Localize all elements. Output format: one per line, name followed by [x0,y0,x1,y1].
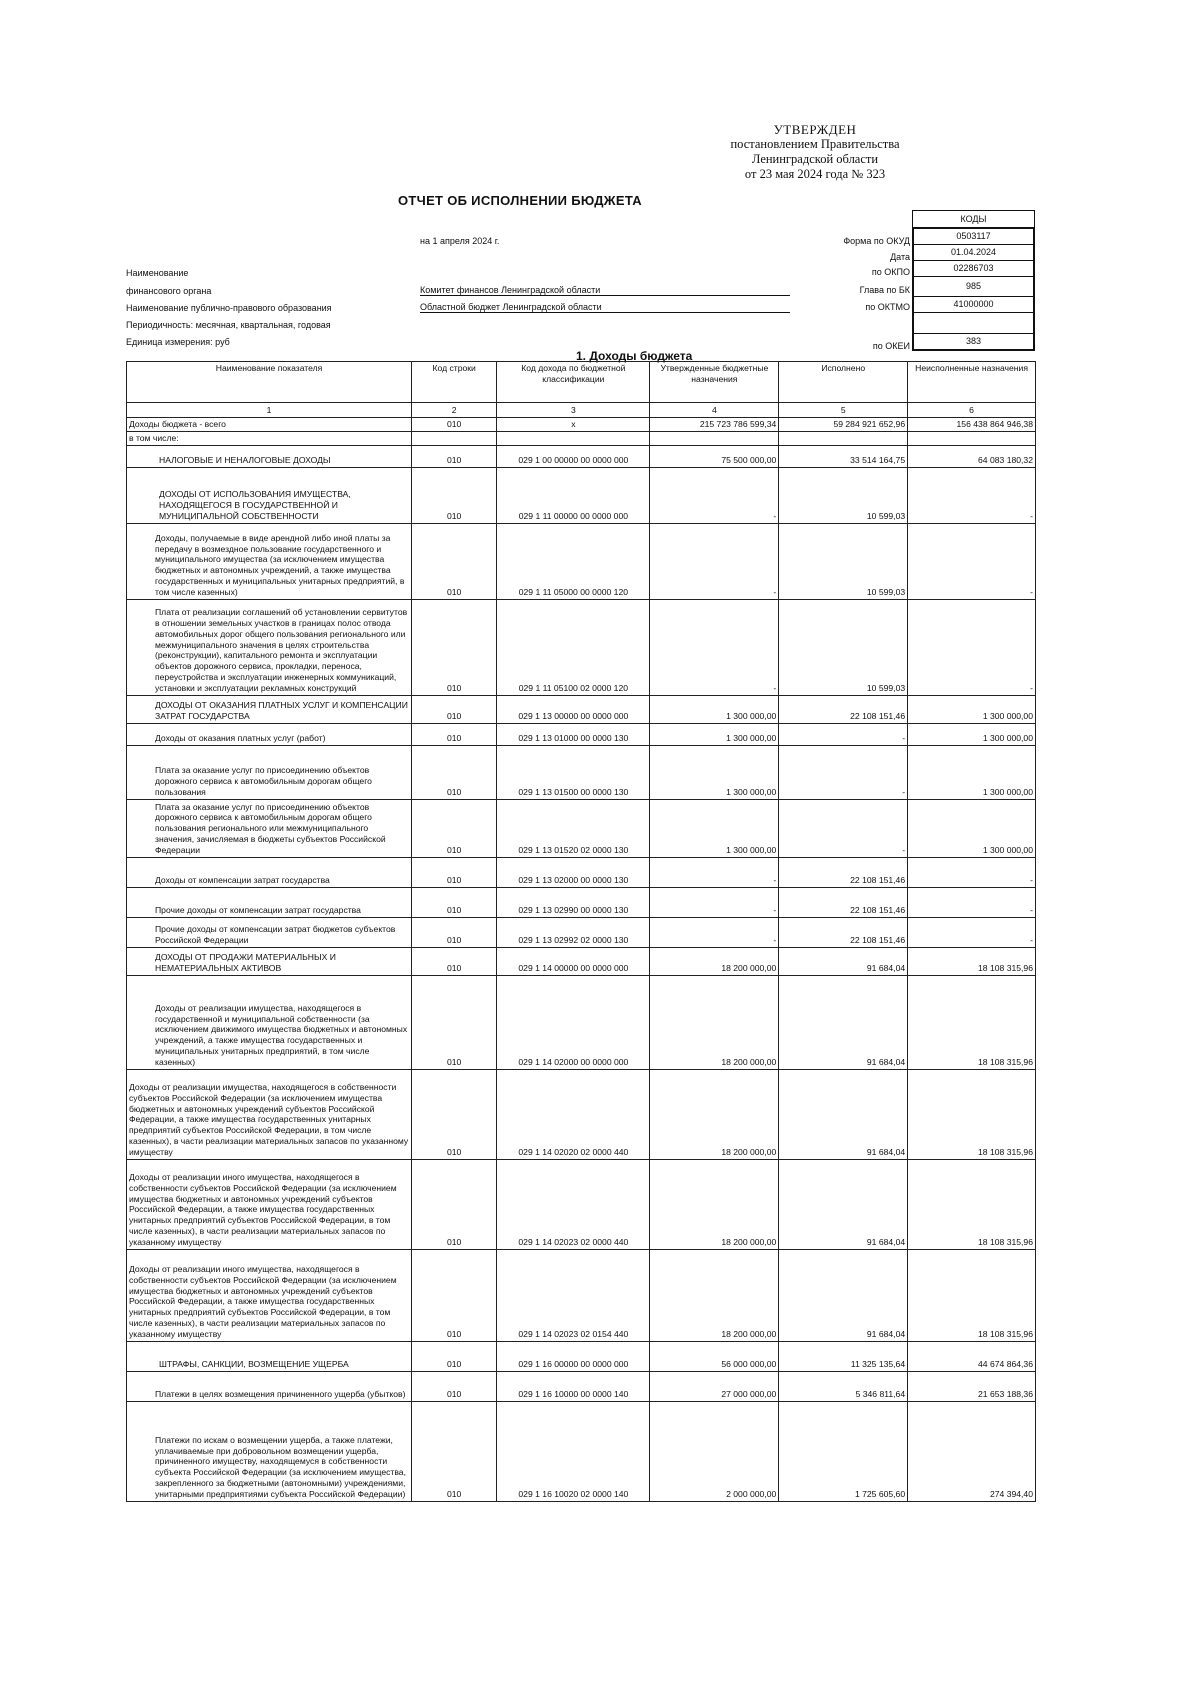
okpo-label: по ОКПО [871,267,910,277]
document-title: ОТЧЕТ ОБ ИСПОЛНЕНИИ БЮДЖЕТА [398,193,642,208]
row-income-code: 029 1 16 10020 02 0000 140 [497,1401,650,1501]
name-label: Наименование [126,268,189,278]
row-unexecuted: 1 300 000,00 [908,799,1036,857]
header-name: Наименование показателя [127,362,412,403]
header-income-code: Код дохода по бюджетной классификации [497,362,650,403]
colnum-6: 6 [908,403,1036,418]
row-approved: 27 000 000,00 [650,1371,779,1401]
row-executed: 22 108 151,46 [779,857,908,887]
row-executed: 10 599,03 [779,467,908,523]
row-income-code: 029 1 11 05000 00 0000 120 [497,523,650,599]
row-executed: 91 684,04 [779,975,908,1069]
row-income-code: 029 1 16 10000 00 0000 140 [497,1371,650,1401]
approval-line-3: Ленинградской области [751,152,879,166]
row-unexecuted: 18 108 315,96 [908,947,1036,975]
row-approved: - [650,857,779,887]
okud-label: Форма по ОКУД [843,236,910,246]
table-row [127,1401,1036,1501]
row-approved: 56 000 000,00 [650,1341,779,1371]
row-name: Платежи по искам о возмещении ущерба, а также платежи, уплачиваемые при добровольном возмещении ущерба, причиненного имуществу, находящемуся в собственности субъекта Российской Федерации (за исключением имущества, закрепленного за бюджетными (автономными) учреждениями, унитарными предприятиями субъекта Российской Федерации) [127,1401,412,1501]
row-line-code: 010 [412,695,497,723]
row-approved: 1 300 000,00 [650,745,779,799]
row-approved: 1 300 000,00 [650,695,779,723]
row-name: Доходы, получаемые в виде арендной либо иной платы за передачу в возмездное пользование государственного и муниципального имущества (за исключением имущества бюджетных и автономных учреждений, а также имущества государственных и муниципальных унитарных предприятий, в том числе казенных) [127,523,412,599]
table-row [127,467,1036,523]
row-executed: - [779,723,908,745]
row-name: Плата за оказание услуг по присоединению объектов дорожного сервиса к автомобильным дорогам общего пользования регионального или межмуниципального значения, зачисляемая в бюджеты субъектов Российской Федерации [127,799,412,857]
row-executed: 10 599,03 [779,599,908,695]
row-line-code [412,431,497,445]
row-name: Плата от реализации соглашений об установлении сервитутов в отношении земельных участков в границах полос отвода автомобильных дорог общего пользования регионального или межмуниципального значения в целях строительства (реконструкции), капитального ремонта и эксплуатации объектов дорожного сервиса, прокладки, переноса, переустройства и эксплуатации инженерных коммуникаций, установки и эксплуатации рекламных конструкций [127,599,412,695]
row-income-code [497,431,650,445]
row-name: ДОХОДЫ ОТ ИСПОЛЬЗОВАНИЯ ИМУЩЕСТВА, НАХОДЯЩЕГОСЯ В ГОСУДАРСТВЕННОЙ И МУНИЦИПАЛЬНОЙ СОБСТВЕННОСТИ [127,467,412,523]
row-income-code: 029 1 13 02000 00 0000 130 [497,857,650,887]
row-income-code: 029 1 13 02990 00 0000 130 [497,887,650,917]
row-executed: 22 108 151,46 [779,887,908,917]
glava-bk-code: 985 [914,277,1033,297]
row-unexecuted: - [908,857,1036,887]
row-line-code: 010 [412,887,497,917]
row-name: Доходы от оказания платных услуг (работ) [127,723,412,745]
row-approved [650,431,779,445]
header-line-code: Код строки [412,362,497,403]
row-unexecuted: 18 108 315,96 [908,1069,1036,1159]
row-unexecuted: - [908,917,1036,947]
row-income-code: 029 1 14 02020 02 0000 440 [497,1069,650,1159]
row-income-code: 029 1 13 01500 00 0000 130 [497,745,650,799]
row-income-code: 029 1 13 01520 02 0000 130 [497,799,650,857]
okei-code: 383 [965,336,982,346]
row-income-code: 029 1 14 02023 02 0154 440 [497,1249,650,1341]
row-approved: 18 200 000,00 [650,1249,779,1341]
row-executed: 33 514 164,75 [779,445,908,467]
colnum-1: 1 [127,403,412,418]
row-unexecuted: 1 300 000,00 [908,723,1036,745]
row-approved: 18 200 000,00 [650,1069,779,1159]
row-approved: 1 300 000,00 [650,723,779,745]
row-income-code: 029 1 13 01000 00 0000 130 [497,723,650,745]
row-approved: 1 300 000,00 [650,799,779,857]
entity-value: Областной бюджет Ленинградской области [420,302,790,313]
row-name: Доходы от реализации иного имущества, находящегося в собственности субъектов Российской Федерации (за исключением имущества бюджетных и автономных учреждений субъектов Российской Федерации, а также имущества государственных унитарных предприятий субъектов Российской Федерации, в том числе казенных), в части реализации материальных запасов по указанному имуществу [127,1159,412,1249]
row-income-code: 029 1 13 02992 02 0000 130 [497,917,650,947]
okpo-code: 02286703 [914,261,1033,277]
header-approved: Утвержденные бюджетные назначения [650,362,779,403]
row-name: НАЛОГОВЫЕ И НЕНАЛОГОВЫЕ ДОХОДЫ [127,445,412,467]
row-name: Прочие доходы от компенсации затрат государства [127,887,412,917]
fin-org-value: Комитет финансов Ленинградской области [420,285,790,296]
row-line-code: 010 [412,799,497,857]
table-row [127,431,1036,445]
row-line-code: 010 [412,467,497,523]
row-line-code: 010 [412,947,497,975]
row-unexecuted: 18 108 315,96 [908,975,1036,1069]
date-code: 01.04.2024 [914,245,1033,261]
row-executed: - [779,745,908,799]
table-row [127,695,1036,723]
row-line-code: 010 [412,445,497,467]
table-row [127,1249,1036,1341]
empty-code [914,313,1033,334]
row-name: Доходы от реализации имущества, находящегося в государственной и муниципальной собственности (за исключением движимого имущества бюджетных и автономных учреждений, а также имущества государственных и муниципальных унитарных предприятий, в том числе казенных) [127,975,412,1069]
row-line-code: 010 [412,1159,497,1249]
row-executed: 5 346 811,64 [779,1371,908,1401]
table-row [127,523,1036,599]
row-line-code: 010 [412,975,497,1069]
row-name: Платежи в целях возмещения причиненного ущерба (убытков) [127,1371,412,1401]
fin-org-label: финансового органа [126,286,212,296]
row-name: Доходы от компенсации затрат государства [127,857,412,887]
table-row [127,445,1036,467]
row-line-code: 010 [412,723,497,745]
row-executed: 10 599,03 [779,523,908,599]
glava-bk-label: Глава по БК [859,285,910,295]
table-row [127,975,1036,1069]
column-number-row [127,403,1036,418]
row-approved: 18 200 000,00 [650,975,779,1069]
row-income-code: 029 1 14 02000 00 0000 000 [497,975,650,1069]
oktmo-label: по ОКТМО [865,302,910,312]
colnum-4: 4 [650,403,779,418]
table-row [127,1341,1036,1371]
row-approved: - [650,917,779,947]
row-approved: - [650,523,779,599]
date-code-label: Дата [890,252,910,262]
table-header-row [127,362,1036,403]
row-executed: 22 108 151,46 [779,917,908,947]
row-line-code: 010 [412,917,497,947]
row-name: ДОХОДЫ ОТ ПРОДАЖИ МАТЕРИАЛЬНЫХ И НЕМАТЕРИАЛЬНЫХ АКТИВОВ [127,947,412,975]
row-income-code: 029 1 11 05100 02 0000 120 [497,599,650,695]
row-name: Прочие доходы от компенсации затрат бюджетов субъектов Российской Федерации [127,917,412,947]
row-unexecuted: 44 674 864,36 [908,1341,1036,1371]
periodicity-label: Периодичность: месячная, квартальная, годовая [126,320,331,330]
report-date: на 1 апреля 2024 г. [420,236,500,246]
table-row [127,599,1036,695]
row-approved: 75 500 000,00 [650,445,779,467]
row-executed: 91 684,04 [779,947,908,975]
header-unexecuted: Неисполненные назначения [908,362,1036,403]
okud-code: 0503117 [914,229,1033,245]
row-line-code: 010 [412,523,497,599]
table-row [127,799,1036,857]
row-unexecuted: - [908,523,1036,599]
row-income-code: 029 1 13 00000 00 0000 000 [497,695,650,723]
row-unexecuted: 274 394,40 [908,1401,1036,1501]
row-unexecuted: 18 108 315,96 [908,1249,1036,1341]
row-approved: - [650,887,779,917]
table-row [127,418,1036,432]
row-unexecuted: 156 438 864 946,38 [908,418,1036,432]
colnum-5: 5 [779,403,908,418]
approval-stamp [680,122,950,182]
row-name: Доходы бюджета - всего [127,418,412,432]
row-income-code: 029 1 00 00000 00 0000 000 [497,445,650,467]
row-unexecuted: 18 108 315,96 [908,1159,1036,1249]
row-income-code: 029 1 14 02023 02 0000 440 [497,1159,650,1249]
oktmo-code: 41000000 [914,297,1033,313]
approval-line-1: УТВЕРЖДЕН [773,122,857,137]
codes-box [912,227,1035,351]
table-row [127,1159,1036,1249]
header-executed: Исполнено [779,362,908,403]
row-name: в том числе: [127,431,412,445]
table-row [127,723,1036,745]
row-income-code: 029 1 16 00000 00 0000 000 [497,1341,650,1371]
codes-header: КОДЫ [912,210,1035,227]
okei-label: по ОКЕИ [872,341,910,351]
row-executed: 1 725 605,60 [779,1401,908,1501]
row-line-code: 010 [412,1069,497,1159]
row-line-code: 010 [412,1249,497,1341]
row-executed: 91 684,04 [779,1069,908,1159]
colnum-3: 3 [497,403,650,418]
row-income-code: x [497,418,650,432]
row-executed: 11 325 135,64 [779,1341,908,1371]
row-unexecuted: 64 083 180,32 [908,445,1036,467]
row-income-code: 029 1 11 00000 00 0000 000 [497,467,650,523]
section-title: 1. Доходы бюджета [576,349,693,363]
row-approved: 2 000 000,00 [650,1401,779,1501]
row-line-code: 010 [412,1341,497,1371]
row-approved: - [650,467,779,523]
unit-label: Единица измерения: руб [126,337,230,347]
table-row [127,947,1036,975]
table-row [127,857,1036,887]
row-name: Плата за оказание услуг по присоединению объектов дорожного сервиса к автомобильным дорогам общего пользования [127,745,412,799]
table-row [127,745,1036,799]
row-unexecuted: - [908,887,1036,917]
row-approved: 215 723 786 599,34 [650,418,779,432]
row-executed: - [779,799,908,857]
row-unexecuted [908,431,1036,445]
row-line-code: 010 [412,418,497,432]
colnum-2: 2 [412,403,497,418]
row-income-code: 029 1 14 00000 00 0000 000 [497,947,650,975]
row-unexecuted: 21 653 188,36 [908,1371,1036,1401]
approval-line-2: постановлением Правительства [730,137,900,151]
approval-line-4: от 23 мая 2024 года № 323 [744,167,886,181]
row-approved: 18 200 000,00 [650,947,779,975]
row-line-code: 010 [412,1401,497,1501]
row-name: Доходы от реализации имущества, находящегося в собственности субъектов Российской Федерации (за исключением имущества бюджетных и автономных учреждений субъектов Российской Федерации, а также имущества государственных унитарных предприятий субъектов Российской Федерации, в том числе казенных), в части реализации материальных запасов по указанному имуществу [127,1069,412,1159]
row-unexecuted: 1 300 000,00 [908,695,1036,723]
row-unexecuted: - [908,599,1036,695]
table-row [127,1069,1036,1159]
table-row [127,887,1036,917]
row-name: ДОХОДЫ ОТ ОКАЗАНИЯ ПЛАТНЫХ УСЛУГ И КОМПЕНСАЦИИ ЗАТРАТ ГОСУДАРСТВА [127,695,412,723]
row-executed [779,431,908,445]
row-executed: 22 108 151,46 [779,695,908,723]
row-name: ШТРАФЫ, САНКЦИИ, ВОЗМЕЩЕНИЕ УЩЕРБА [127,1341,412,1371]
row-line-code: 010 [412,857,497,887]
row-approved: 18 200 000,00 [650,1159,779,1249]
row-executed: 91 684,04 [779,1249,908,1341]
row-approved: - [650,599,779,695]
table-row [127,917,1036,947]
row-executed: 91 684,04 [779,1159,908,1249]
entity-label: Наименование публично-правового образования [126,303,332,313]
row-name: Доходы от реализации иного имущества, находящегося в собственности субъектов Российской Федерации (за исключением имущества бюджетных и автономных учреждений субъектов Российской Федерации, а также имущества государственных унитарных предприятий субъектов Российской Федерации, в том числе казенных), в части реализации материальных запасов по указанному имуществу [127,1249,412,1341]
row-line-code: 010 [412,745,497,799]
row-line-code: 010 [412,599,497,695]
row-executed: 59 284 921 652,96 [779,418,908,432]
table-row [127,1371,1036,1401]
row-line-code: 010 [412,1371,497,1401]
income-table [126,361,1036,1502]
row-unexecuted: 1 300 000,00 [908,745,1036,799]
row-unexecuted: - [908,467,1036,523]
